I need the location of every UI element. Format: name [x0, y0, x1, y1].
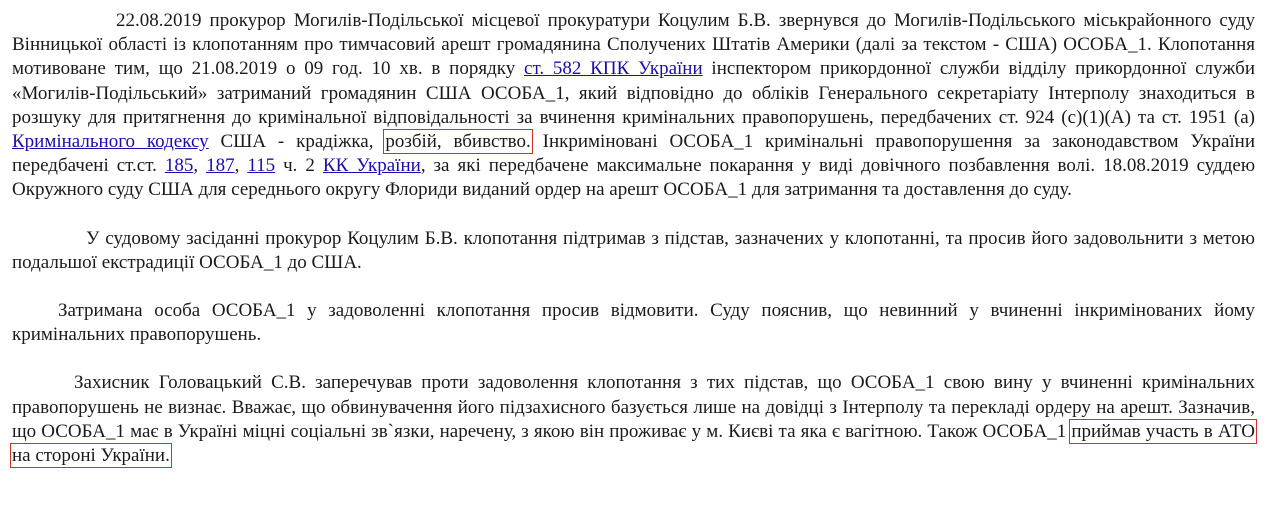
- paragraph-defense-position: [12, 371, 1255, 468]
- link-article-115[interactable]: 115: [247, 155, 276, 177]
- paragraph-text: ч. 2: [275, 155, 323, 177]
- paragraph-text: 22.08.2019 прокурор Могилів-Подільської місцевої прокуратури Коцулим Б.В. звернувся до Могилів-Подільського міськрайонного суду Вінницької області із клопотанням про тимчасовий арешт громадянина Сполучених Штатів Америки (далі за текстом - США) ОСОБА_1. Клопотання мотивоване тим, що 21.08.2019 о 09 год. 10 хв. в порядку: [12, 10, 1255, 80]
- link-criminal-code-ukraine[interactable]: КК України: [322, 155, 421, 177]
- paragraph-text: Інкриміновані ОСОБА_1 кримінальні правопорушення за законодавством України передбачені ст.ст.: [12, 131, 1255, 177]
- link-article-582-cpc[interactable]: ст. 582 КПК України: [524, 58, 703, 80]
- paragraph-text: Захисник Головацький С.В. заперечував проти задоволення клопотання з тих підстав, що ОСОБА_1 свою вину у вчиненні кримінальних правопорушень не визнає. Вважає, що обвинувачення його підзахисного базується лише на довідці з Інтерполу та перекладі ордеру на арешт. Зазначив, що ОСОБА_1 має в Україні міцні соціальні зв`язки, наречену, з якою він проживає у м. Києві та яка є вагітною. Також ОСОБА_1: [12, 372, 1255, 442]
- paragraph-petition: [12, 9, 1255, 203]
- link-article-187[interactable]: 187: [206, 155, 235, 177]
- paragraph-text: , за які передбачене максимальне покарання у виді довічного позбавлення волі. 18.08.2019 суддею Окружного суду США для середнього округу Флориди виданий ордер на арешт ОСОБА_1 для затримання та доставлення до суду.: [12, 155, 1256, 201]
- link-criminal-code[interactable]: Кримінального кодексу: [12, 131, 209, 153]
- paragraph-text: інспектором прикордонної служби відділу прикордонної служби «Могилів-Подільський» затриманий громадянин США ОСОБА_1, який відповідно до обліків Генерального секретаріату Інтерполу знаходиться в розшуку для притягнення до кримінальної відповідальності за вчинення кримінальних правопорушень, передбачених ст. 924 (c)(1)(A) та ст. 1951 (a): [12, 58, 1256, 128]
- paragraph-detainee-position: Затримана особа ОСОБА_1 у задоволенні клопотання просив відмовити. Суду пояснив, що невинний у вчиненні інкримінованих йому кримінальних правопорушень.: [12, 300, 1255, 346]
- paragraph-text: США - крадіжка,: [208, 131, 386, 153]
- link-article-185[interactable]: 185: [164, 155, 194, 177]
- document-body: [12, 9, 1255, 468]
- highlighted-crimes: розбій, вбивство.: [385, 131, 531, 153]
- highlighted-ato-participation: приймав участь в АТО на стороні України.: [12, 420, 1255, 467]
- separator: ,: [193, 155, 207, 177]
- paragraph-prosecutor-hearing: У судовому засіданні прокурор Коцулим Б.В. клопотання підтримав з підстав, зазначених у клопотанні, та просив його задовольнити з метою подальшої екстрадиції ОСОБА_1 до США.: [12, 227, 1255, 273]
- separator: ,: [234, 155, 248, 177]
